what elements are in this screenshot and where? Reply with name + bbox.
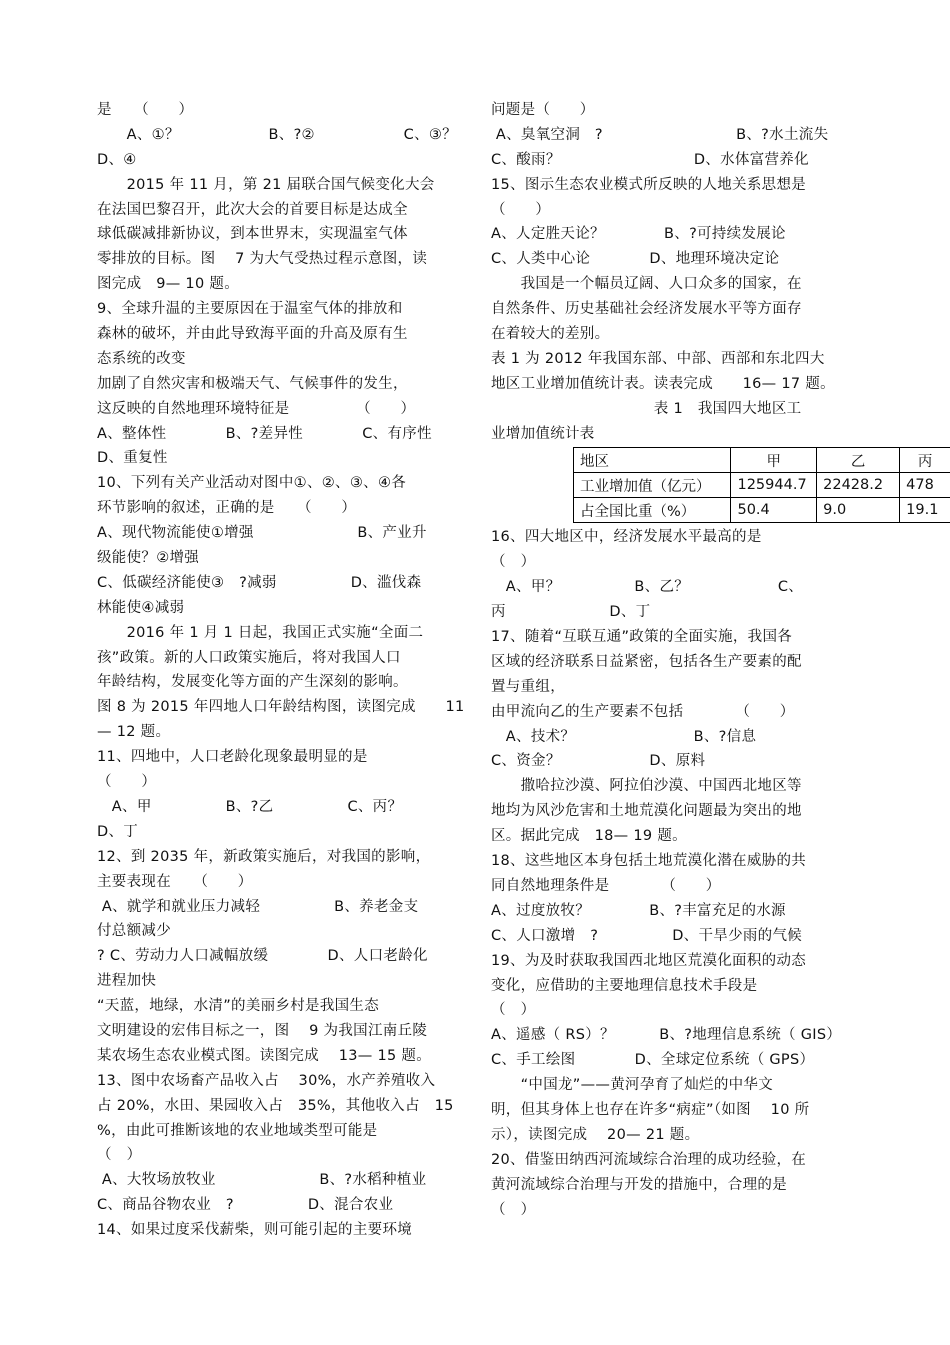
- text-line: 11、四地中，人口老龄化现象最明显的是: [97, 749, 368, 766]
- text-line: （ ）: [97, 774, 157, 791]
- table-header-cell: 甲: [731, 448, 817, 473]
- text-line: 在法国巴黎召开，此次大会的首要目标是达成全: [97, 201, 408, 218]
- text-line: （ ）: [491, 1201, 536, 1218]
- text-line: 明，但其身体上也存在许多“病症”（如图 10 所: [491, 1101, 810, 1118]
- text-line: 林能使④减弱: [97, 599, 185, 616]
- left-column: [97, 98, 467, 1243]
- text-line: 是 （ ）: [97, 102, 194, 118]
- text-line: A、过度放牧？ B、?丰富充足的水源: [491, 902, 786, 919]
- text-line: 丙 D、丁: [491, 604, 651, 621]
- text-line: 15、图示生态农业模式所反映的人地关系思想是: [491, 176, 807, 193]
- text-line: C、手工绘图 D、全球定位系统（ GPS）: [491, 1052, 815, 1069]
- text-line: — 12 题。: [97, 724, 171, 741]
- text-line: 变化，应借助的主要地理信息技术手段是: [491, 977, 758, 994]
- table-cell: 50.4: [731, 498, 817, 523]
- text-line: 置与重组，: [491, 678, 565, 695]
- text-line: 12、到 2035 年，新政策实施后，对我国的影响，: [97, 848, 431, 865]
- text-line: C、资金？ D、原料: [491, 753, 706, 770]
- text-line: （ ）: [97, 1147, 142, 1164]
- text-line: C、人类中心论 D、地理环境决定论: [491, 251, 780, 268]
- text-line: 14、如果过度采伐薪柴，则可能引起的主要环境: [97, 1222, 413, 1239]
- text-line: 20、借鉴田纳西河流域综合治理的成功经验，在: [491, 1151, 807, 1168]
- text-line: 地均为风沙危害和土地荒漠化问题最为突出的地: [491, 803, 802, 820]
- text-line: 某农场生态农业模式图。读图完成 13— 15 题。: [97, 1047, 432, 1064]
- text-line: 2016 年 1 月 1 日起，我国正式实施“全面二: [97, 624, 424, 641]
- text-line: 孩”政策。新的人口政策实施后，将对我国人口: [97, 649, 401, 666]
- text-line: %，由此可推断该地的农业地域类型可能是: [97, 1122, 378, 1139]
- text-line: （ ）: [491, 1002, 536, 1019]
- text-line: A、遥感（ RS）？ B、?地理信息系统（ GIS）: [491, 1027, 842, 1044]
- table-header-row: [574, 448, 950, 473]
- text-line: 付总额减少: [97, 923, 171, 940]
- table-header-cell: 乙: [817, 448, 900, 473]
- table-row: [574, 498, 950, 523]
- text-line: 进程加快: [97, 973, 157, 990]
- table-cell: 19.1: [900, 498, 950, 523]
- text-line: 17、随着“互联互通”政策的全面实施，我国各: [491, 629, 793, 646]
- text-line: 在着较大的差别。: [491, 326, 610, 343]
- table-cell: 9.0: [817, 498, 900, 523]
- text-line: 2015 年 11 月，第 21 届联合国气候变化大会: [97, 176, 435, 193]
- text-line: A、技术？ B、?信息: [491, 728, 757, 745]
- text-line: C、酸雨？ D、水体富营养化: [491, 151, 809, 168]
- text-line: “天蓝，地绿，水清”的美丽乡村是我国生态: [97, 998, 380, 1015]
- text-line: C、商品谷物农业 ? D、混合农业: [97, 1197, 394, 1214]
- text-line: 环节影响的叙述，正确的是 （ ）: [97, 500, 357, 517]
- text-line: 占 20%，水田、果园收入占 35%，其他收入占 15: [97, 1097, 454, 1114]
- text-line: A、①？ B、?② C、③？: [97, 126, 457, 143]
- text-line: A、就学和就业压力减轻 B、养老金支: [97, 898, 419, 915]
- text-line: A、人定胜天论？ B、?可持续发展论: [491, 226, 786, 243]
- text-line: 16、四大地区中，经济发展水平最高的是: [491, 529, 762, 546]
- text-line: 业增加值统计表: [491, 425, 595, 442]
- text-line: A、甲 B、?乙 C、丙？: [97, 798, 403, 815]
- table-cell: 22428.2: [817, 473, 900, 498]
- text-line: 由甲流向乙的生产要素不包括 （ ）: [491, 703, 795, 720]
- text-line: A、甲？ B、乙？ C、: [491, 579, 804, 596]
- text-line: 文明建设的宏伟目标之一，图 9 为我国江南丘陵: [97, 1022, 428, 1039]
- text-line: 9、全球升温的主要原因在于温室气体的排放和: [97, 301, 403, 318]
- text-line: 自然条件、历史基础社会经济发展水平等方面存: [491, 301, 802, 318]
- text-line: 态系统的改变: [97, 350, 186, 367]
- text-line: D、④: [97, 151, 137, 168]
- table-cell: 478: [900, 473, 950, 498]
- text-line: 黄河流域综合治理与开发的措施中，合理的是: [491, 1176, 787, 1193]
- text-line: 同自然地理条件是 （ ）: [491, 877, 721, 894]
- table-row: [574, 473, 950, 498]
- text-line: （ ）: [491, 554, 536, 571]
- text-line: 图 8 为 2015 年四地人口年龄结构图，读图完成 11: [97, 699, 465, 716]
- text-line: 级能使？②增强: [97, 550, 200, 567]
- text-line: 图完成 9— 10 题。: [97, 276, 239, 293]
- industry-value-table: [573, 447, 950, 523]
- table-cell: 占全国比重（%）: [574, 498, 731, 523]
- text-line: 10、下列有关产业活动对图中①、②、③、④各: [97, 475, 407, 492]
- text-line: C、低碳经济能使③ ?减弱 D、滥伐森: [97, 574, 422, 591]
- text-line: 零排放的目标。图 7 为大气受热过程示意图，读: [97, 251, 428, 268]
- text-line: A、臭氧空洞 ? B、?水土流失: [491, 126, 829, 143]
- text-line: 区。据此完成 18— 19 题。: [491, 828, 687, 845]
- text-line: 球低碳减排新协议，到本世界末，实现温室气体: [97, 226, 408, 243]
- right-column-bottom: [491, 525, 946, 1222]
- text-line: （ ）: [491, 201, 551, 218]
- text-line: D、重复性: [97, 450, 168, 467]
- text-line: 问题是（ ）: [491, 102, 595, 118]
- text-line: 这反映的自然地理环境特征是 （ ）: [97, 400, 416, 417]
- text-line: A、整体性 B、?差异性 C、有序性: [97, 425, 432, 442]
- text-line: C、人口激增 ? D、干旱少雨的气候: [491, 927, 803, 944]
- text-line: 13、图中农场畜产品收入占 30%，水产养殖收入: [97, 1072, 436, 1089]
- text-line: 表 1 我国四大地区工: [491, 400, 802, 417]
- text-line: 区域的经济联系日益紧密，包括各生产要素的配: [491, 653, 802, 670]
- table-header-cell: 地区: [574, 448, 731, 473]
- table-cell: 工业增加值（亿元）: [574, 473, 731, 498]
- text-line: 地区工业增加值统计表。读表完成 16— 17 题。: [491, 375, 835, 392]
- text-line: 19、为及时获取我国西北地区荒漠化面积的动态: [491, 952, 807, 969]
- text-line: 年龄结构，发展变化等方面的产生深刻的影响。: [97, 674, 408, 691]
- right-column-top: [491, 98, 946, 446]
- text-line: 示），读图完成 20— 21 题。: [491, 1126, 700, 1143]
- right-column: [491, 98, 946, 1222]
- table-header-cell: 丙: [900, 448, 950, 473]
- text-line: A、大牧场放牧业 B、?水稻种植业: [97, 1172, 427, 1189]
- text-line: D、丁: [97, 823, 139, 840]
- text-line: 加剧了自然灾害和极端天气、气候事件的发生，: [97, 375, 408, 392]
- text-line: 主要表现在 （ ）: [97, 873, 253, 890]
- table-1-wrapper: [491, 447, 950, 523]
- text-line: 撒哈拉沙漠、阿拉伯沙漠、中国西北地区等: [491, 778, 802, 795]
- text-line: 表 1 为 2012 年我国东部、中部、西部和东北四大: [491, 350, 825, 367]
- text-line: 18、这些地区本身包括土地荒漠化潜在威胁的共: [491, 853, 807, 870]
- table-cell: 125944.7: [731, 473, 817, 498]
- text-line: 森林的破坏，并由此导致海平面的升高及原有生: [97, 326, 408, 343]
- text-line: ? C、劳动力人口减幅放缓 D、人口老龄化: [97, 948, 428, 965]
- text-line: A、现代物流能使①增强 B、产业升: [97, 525, 427, 542]
- text-line: “中国龙”——黄河孕育了灿烂的中华文: [491, 1077, 774, 1094]
- text-line: 我国是一个幅员辽阔、人口众多的国家，在: [491, 276, 802, 293]
